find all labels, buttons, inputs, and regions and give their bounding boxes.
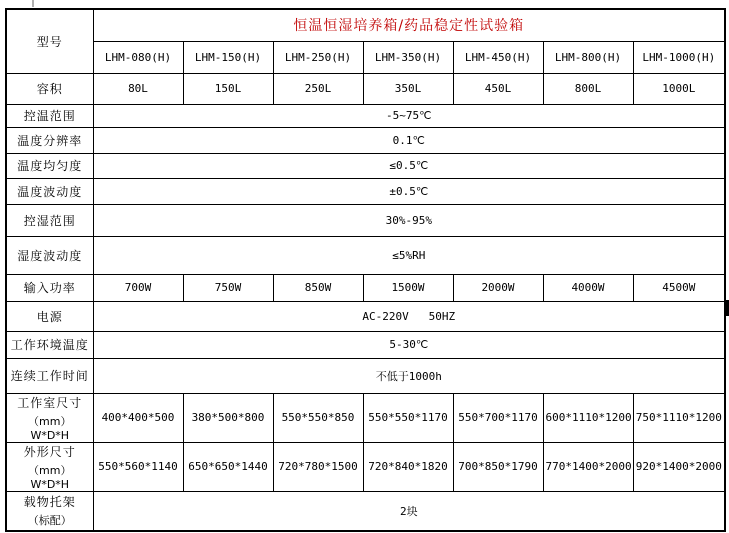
temp-uniformity-row <box>6 153 725 178</box>
working-env-temp-row <box>6 331 725 358</box>
stray-mark-artifact <box>32 0 34 7</box>
temp-range-row <box>6 104 725 127</box>
row-label: 输入功率 <box>6 274 93 301</box>
value-cell: 250L <box>273 73 363 104</box>
table-title: 恒温恒湿培养箱/药品稳定性试验箱 <box>93 9 725 41</box>
model-row <box>6 41 725 73</box>
row-label-line1: 工作室尺寸 <box>17 395 83 410</box>
row-label <box>6 442 93 491</box>
row-label: 温度波动度 <box>6 178 93 204</box>
row-label <box>6 491 93 531</box>
input-power-row <box>6 274 725 301</box>
value-cell: 550*550*850 <box>273 393 363 442</box>
value-cell: 920*1400*2000 <box>633 442 725 491</box>
merged-value-cell: 30%-95% <box>93 204 725 236</box>
value-cell: 850W <box>273 274 363 301</box>
value-cell: 550*560*1140 <box>93 442 183 491</box>
value-cell: 150L <box>183 73 273 104</box>
merged-value-cell: ≤5%RH <box>93 236 725 274</box>
row-label-line1: 外形尺寸 <box>23 444 76 459</box>
row-label-line1: 载物托架 <box>23 495 76 510</box>
merged-value-cell: AC-220V 50HZ <box>93 301 725 331</box>
value-cell: 380*500*800 <box>183 393 273 442</box>
value-cell: 600*1110*1200 <box>543 393 633 442</box>
continuous-working-time-row <box>6 358 725 393</box>
value-cell: 1000L <box>633 73 725 104</box>
model-header-cell: 型号 <box>6 9 93 73</box>
value-cell: 750*1110*1200 <box>633 393 725 442</box>
value-cell: 4500W <box>633 274 725 301</box>
row-label-line2: （标配） <box>27 514 72 528</box>
value-cell: 1500W <box>363 274 453 301</box>
row-label: 连续工作时间 <box>6 358 93 393</box>
value-cell: 80L <box>93 73 183 104</box>
humidity-range-row <box>6 204 725 236</box>
model-cell: LHM-350(H) <box>363 41 453 73</box>
value-cell: 650*650*1440 <box>183 442 273 491</box>
model-cell: LHM-450(H) <box>453 41 543 73</box>
model-cell: LHM-080(H) <box>93 41 183 73</box>
model-cell: LHM-1000(H) <box>633 41 725 73</box>
spec-table <box>5 8 726 532</box>
model-cell: LHM-250(H) <box>273 41 363 73</box>
temp-resolution-row <box>6 127 725 153</box>
merged-value-cell: -5~75℃ <box>93 104 725 127</box>
value-cell: 450L <box>453 73 543 104</box>
value-cell: 720*780*1500 <box>273 442 363 491</box>
row-label-line2: （mm）W*D*H <box>28 414 72 442</box>
value-cell: 400*400*500 <box>93 393 183 442</box>
title-row <box>6 9 725 41</box>
chamber-size-row <box>6 393 725 442</box>
value-cell: 2000W <box>453 274 543 301</box>
merged-value-cell: 2块 <box>93 491 725 531</box>
row-label: 控湿范围 <box>6 204 93 236</box>
merged-value-cell: 不低于1000h <box>93 358 725 393</box>
row-label: 控温范围 <box>6 104 93 127</box>
value-cell: 700*850*1790 <box>453 442 543 491</box>
row-label <box>6 393 93 442</box>
text-cursor-artifact <box>724 300 729 316</box>
value-cell: 720*840*1820 <box>363 442 453 491</box>
row-label: 容积 <box>6 73 93 104</box>
power-supply-row <box>6 301 725 331</box>
row-label: 电源 <box>6 301 93 331</box>
value-cell: 750W <box>183 274 273 301</box>
merged-value-cell: ≤0.5℃ <box>93 153 725 178</box>
row-label: 温度分辨率 <box>6 127 93 153</box>
row-label: 工作环境温度 <box>6 331 93 358</box>
value-cell: 800L <box>543 73 633 104</box>
merged-value-cell: ±0.5℃ <box>93 178 725 204</box>
value-cell: 550*550*1170 <box>363 393 453 442</box>
model-cell: LHM-150(H) <box>183 41 273 73</box>
value-cell: 350L <box>363 73 453 104</box>
temp-fluctuation-row <box>6 178 725 204</box>
row-label: 温度均匀度 <box>6 153 93 178</box>
row-label-line2: （mm）W*D*H <box>28 463 72 491</box>
volume-row <box>6 73 725 104</box>
merged-value-cell: 0.1℃ <box>93 127 725 153</box>
value-cell: 4000W <box>543 274 633 301</box>
value-cell: 550*700*1170 <box>453 393 543 442</box>
external-size-row <box>6 442 725 491</box>
value-cell: 770*1400*2000 <box>543 442 633 491</box>
merged-value-cell: 5-30℃ <box>93 331 725 358</box>
value-cell: 700W <box>93 274 183 301</box>
row-label: 湿度波动度 <box>6 236 93 274</box>
model-cell: LHM-800(H) <box>543 41 633 73</box>
humidity-fluctuation-row <box>6 236 725 274</box>
shelf-row <box>6 491 725 531</box>
